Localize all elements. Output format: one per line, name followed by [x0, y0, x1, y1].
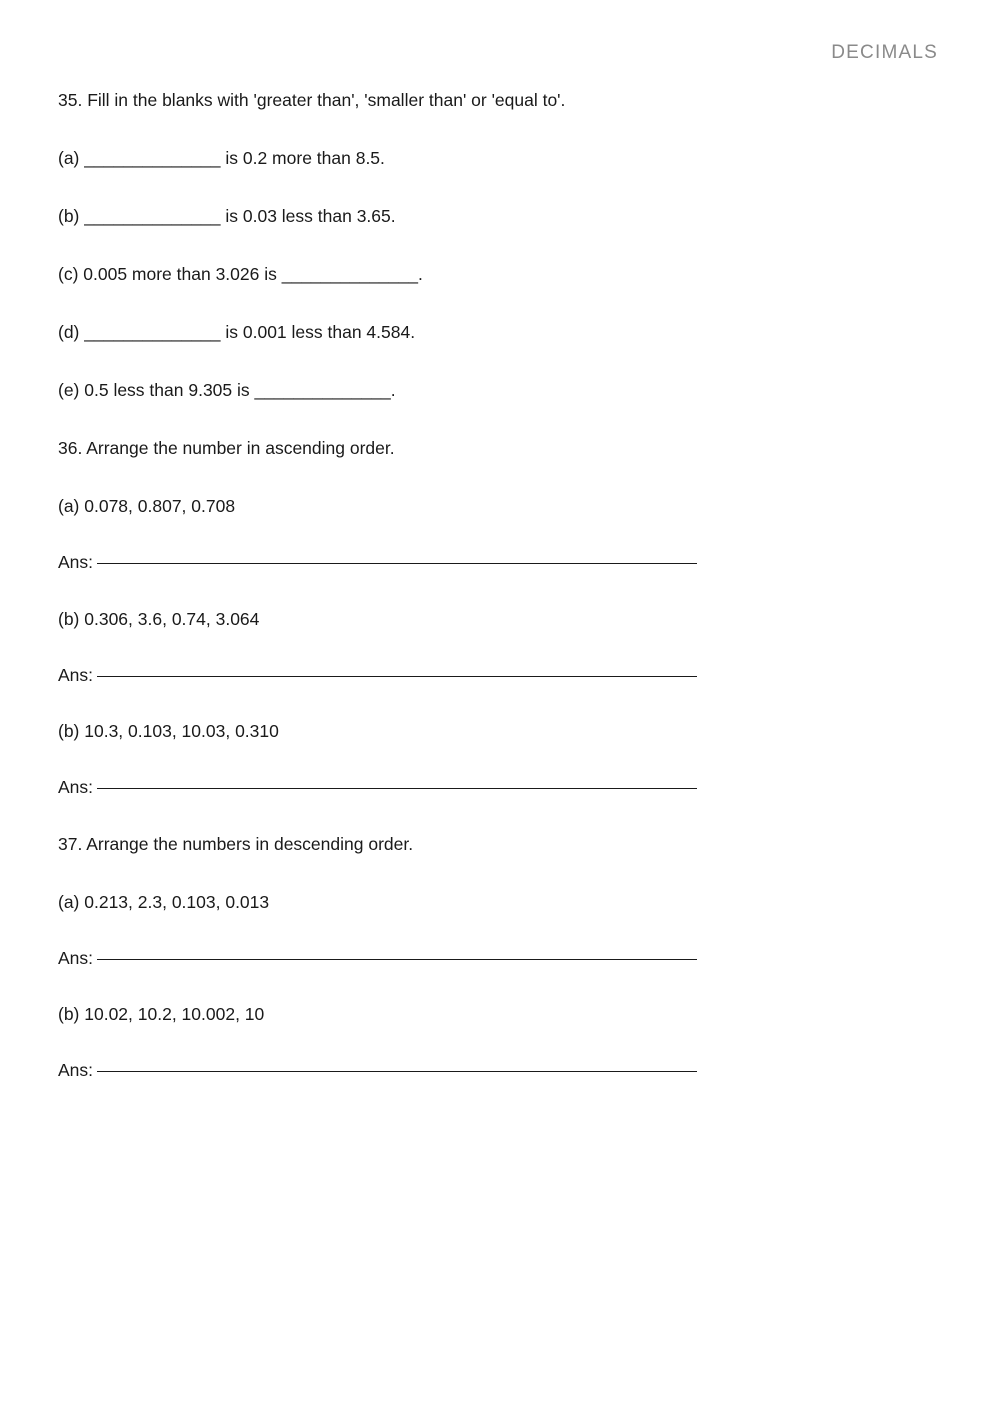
question-36-b: (b) 0.306, 3.6, 0.74, 3.064: [58, 608, 260, 629]
answer-write-line[interactable]: [97, 788, 697, 789]
answer-label: Ans:: [58, 777, 94, 797]
question-35-a: (a) ______________ is 0.2 more than 8.5.: [58, 148, 385, 168]
page-header-title: DECIMALS: [831, 42, 938, 63]
question-35-e: (e) 0.5 less than 9.305 is ______________.: [58, 380, 396, 400]
worksheet-content: [58, 88, 942, 1115]
answer-write-line[interactable]: [97, 563, 697, 564]
answer-label: Ans:: [58, 552, 94, 572]
answer-row-36-b: [58, 665, 942, 686]
answer-row-36-c: [58, 777, 942, 798]
question-37-b: (b) 10.02, 10.2, 10.002, 10: [58, 1004, 265, 1024]
answer-write-line[interactable]: [97, 676, 697, 677]
answer-row-37-a: [58, 948, 942, 969]
question-35-d: (d) ______________ is 0.001 less than 4.584.: [58, 322, 416, 342]
answer-label: Ans:: [58, 1060, 94, 1080]
question-36-c: (b) 10.3, 0.103, 10.03, 0.310: [58, 721, 279, 741]
question-37-prompt: 37. Arrange the numbers in descending order.: [58, 833, 414, 854]
answer-write-line[interactable]: [97, 959, 697, 960]
answer-label: Ans:: [58, 664, 94, 685]
question-36-prompt: 36. Arrange the number in ascending order.: [58, 438, 395, 458]
answer-write-line[interactable]: [97, 1071, 697, 1072]
answer-label: Ans:: [58, 947, 94, 968]
question-36-a: (a) 0.078, 0.807, 0.708: [58, 496, 236, 516]
question-35-b: (b) ______________ is 0.03 less than 3.65.: [58, 206, 396, 226]
question-35-c: (c) 0.005 more than 3.026 is ______________.: [58, 264, 423, 284]
answer-row-36-a: [58, 552, 942, 573]
answer-row-37-b: [58, 1060, 942, 1081]
question-35-prompt: 35. Fill in the blanks with 'greater than', 'smaller than' or 'equal to'.: [58, 90, 566, 110]
question-37-a: (a) 0.213, 2.3, 0.103, 0.013: [58, 891, 270, 912]
